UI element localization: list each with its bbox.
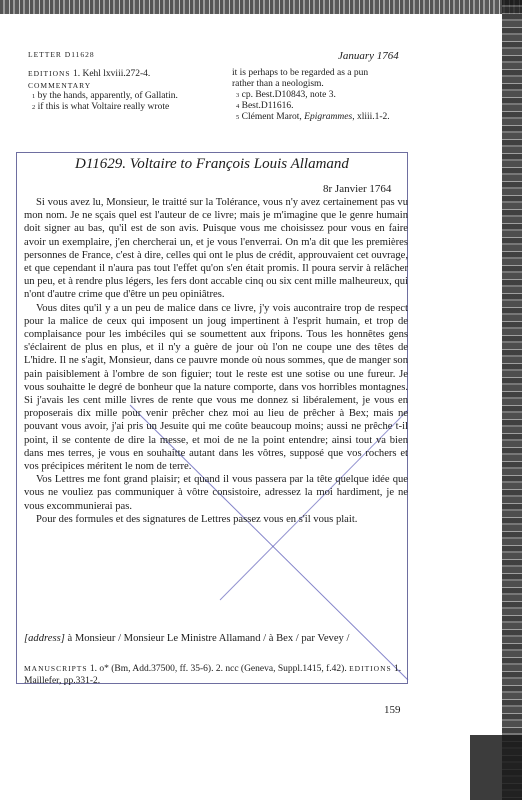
commentary-note-4: $^4$ Best.D11616. xyxy=(236,101,294,111)
manuscripts-text: 1. o* (Bm, Add.37500, ff. 35-6). 2. ncc (Geneva, Suppl.1415, f.42). xyxy=(89,664,347,674)
letter-body xyxy=(24,196,408,526)
editions-label: EDITIONS xyxy=(28,69,71,78)
letter-paragraph-1: Si vous avez lu, Monsieur, le traitté sur la Tolérance, vous n'y avez certainement pas vu mon nom. Je ne sçais quel est l'auteur de ce livre; mais je m'imagine que le genre humain doit signer au bas, qu'il est de son avis. Puisque vous me choisissez pour vous en faire avoir un exemplaire, j'en chercherai un, et je vous l'enverrai. On m'a dit que les premières personnes de France, c'est à dire, celles qui ont le plus de crédit, approuvaient cet ouvrage, et que cependant il n'aura pas tout l'effet qu'on s'en était promis. Il poura servir à relâcher un peu, et à rendre plus légers, les fers dont accable cinq ou six cent mille malheureux, qui n'ont d'autre crime que d'être un peu opiniâtres. xyxy=(24,197,408,301)
manuscripts-editions-text: 1. Maillefer, pp.331-2. xyxy=(24,664,402,686)
letter-title: D11629. Voltaire to François Louis Allamand xyxy=(75,156,349,172)
commentary-note-1: $^1$ by the hands, apparently, of Gallatin. xyxy=(32,91,178,101)
address-label: [address] xyxy=(24,633,65,644)
manuscripts-editions-label: EDITIONS xyxy=(349,664,392,673)
note-continuation-1: it is perhaps to be regarded as a pun xyxy=(232,68,369,78)
address-text: à Monsieur / Monsieur Le Ministre Allamand / à Bex / par Vevey / xyxy=(67,633,350,644)
commentary-note-3: $^3$ cp. Best.D10843, note 3. xyxy=(236,90,336,100)
previous-letter-id: LETTER D11628 xyxy=(28,50,95,59)
commentary-note-2: $^2$ if this is what Voltaire really wrote xyxy=(32,102,170,112)
letter-paragraph-3: Vos Lettres me font grand plaisir; et quand il vous passera par la tête quelque idée que vous ne vouliez pas communiquer à vôtre consistoire, adressez la moi hardiment, je ne vous excommunierai pas. xyxy=(24,474,408,512)
commentary-label: COMMENTARY xyxy=(28,81,92,90)
letter-paragraph-2: Vous dites qu'il y a un peu de malice dans ce livre, j'y vois aucontraire trop de respect pour la malice de ceux qui imposent un joug impertinent à l'esprit humain, et trop de complaisance pour les imbéciles qui se soumettent aux fripons. Tous les honnêtes gens s'éclairent de plus en plus, et il n'y a guère de jour où l'on ne coupe une des têtes de L'hidre. Il ne s'agit, Monsieur, dans ce pauvre monde où nous sommes, que de manger son pain paisiblement à l'ombre de son figuier; tout le reste est une sotise ou une fureur. Je vous souhaitte le degré de bonheur que la nature comporte, dans vos horribles montagnes. Si j'avais les cent mille livres de rente que vous me donnez si libéralement, je vous en proposerais dix mille pour venir prêcher chez moi au lieu de prêcher à Bex; mais ne pouvant vous avoir, j'ai pris un Jesuite qui me coûte beaucoup moins; aussi ne prêche t-il point, il se contente de dire la messe, et moi de ne la point entendre; ainsi tout va bien dans mes terres, je vous en souhaitte autant dans les vôtres, supposé que vos rochers et vos précipices méritent le nom de terre. xyxy=(24,302,408,473)
note-continuation-2: rather than a neologism. xyxy=(232,79,324,89)
editions-text: 1. Kehl lxviii.272-4. xyxy=(72,69,151,79)
letter-paragraph-4: Pour des formules et des signatures de Lettres passez vous en s'il vous plait. xyxy=(36,513,358,525)
letter-date: 8r Janvier 1764 xyxy=(323,183,392,195)
commentary-note-5: $^5$ Clément Marot, Epigrammes, xliii.1-2. xyxy=(236,112,390,122)
manuscripts-note xyxy=(24,663,409,687)
running-date: January 1764 xyxy=(338,50,399,62)
manuscripts-label: MANUSCRIPTS xyxy=(24,664,88,673)
page-number: 159 xyxy=(384,704,401,716)
letter-address xyxy=(24,632,408,645)
